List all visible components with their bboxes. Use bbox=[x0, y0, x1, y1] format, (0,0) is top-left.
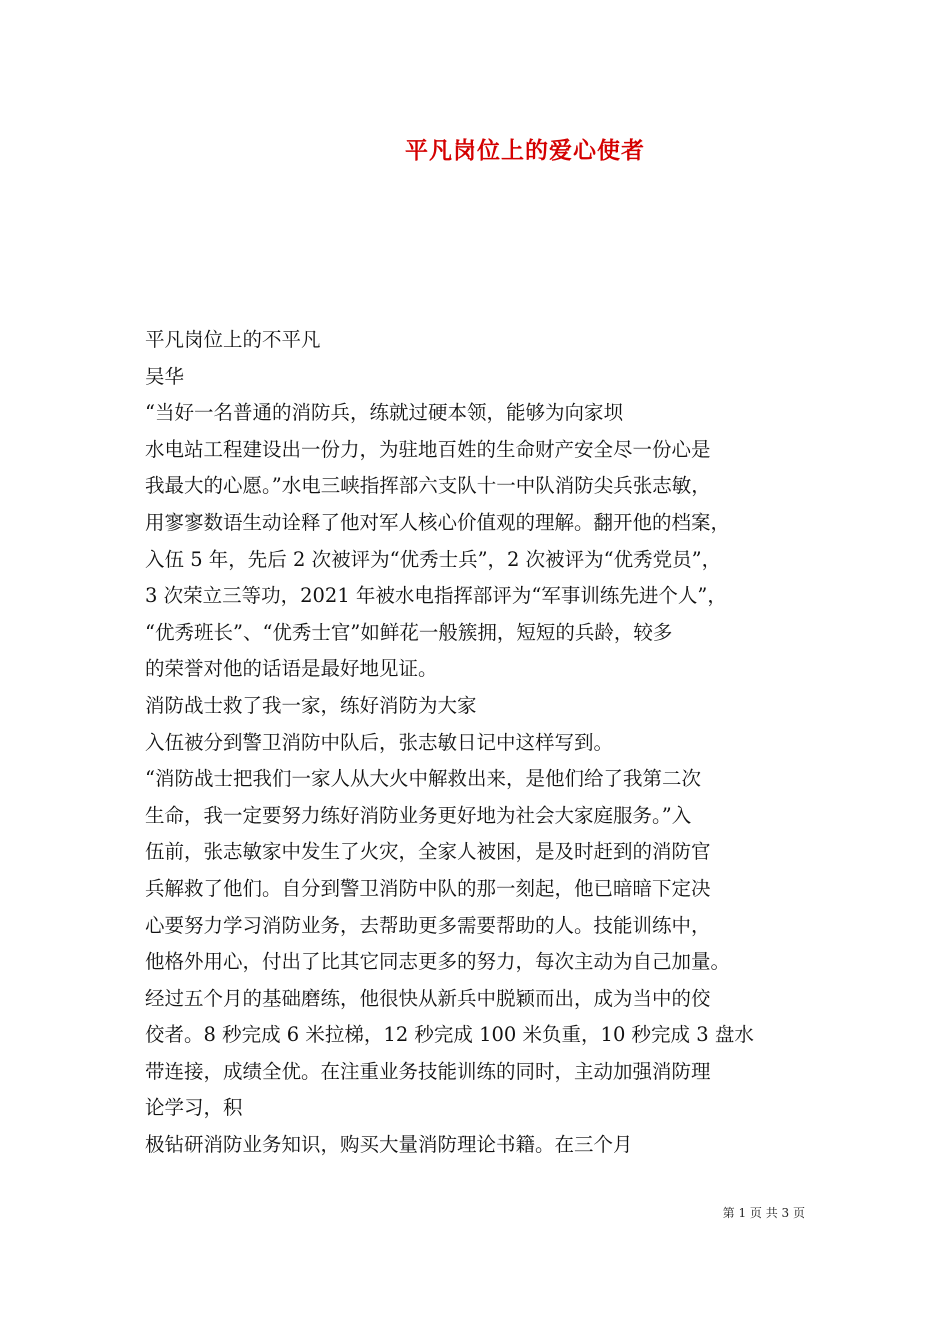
text-line: 我最大的心愿。”水电三峡指挥部六支队十一中队消防尖兵张志敏， bbox=[145, 474, 711, 498]
text-line: 伍前，张志敏家中发生了火灾，全家人被困，是及时赶到的消防官 bbox=[145, 840, 711, 864]
text-line: 极钻研消防业务知识，购买大量消防理论书籍。在三个月 bbox=[145, 1133, 633, 1157]
text-line: 3 次荣立三等功，2021 年被水电指挥部评为“军事训练先进个人”， bbox=[145, 584, 727, 608]
text-line: 佼者。8 秒完成 6 米拉梯，12 秒完成 100 米负重，10 秒完成 3 盘水 bbox=[145, 1023, 754, 1047]
text-line: 兵解救了他们。自分到警卫消防中队的那一刻起，他已暗暗下定决 bbox=[145, 876, 711, 900]
text-line: 消防战士救了我一家，练好消防为大家 bbox=[145, 693, 477, 717]
page-title: 平凡岗位上的爱心使者 bbox=[405, 137, 645, 164]
text-line: 入伍 5 年，先后 2 次被评为“优秀士兵”，2 次被评为“优秀党员”， bbox=[145, 547, 722, 571]
text-line: 吴华 bbox=[145, 364, 185, 388]
text-line: “消防战士把我们一家人从大火中解救出来，是他们给了我第二次 bbox=[145, 767, 701, 791]
text-line: 水电站工程建设出一份力，为驻地百姓的生命财产安全尽一份心是 bbox=[145, 437, 711, 461]
text-line: 经过五个月的基础磨练，他很快从新兵中脱颖而出，成为当中的佼 bbox=[145, 986, 711, 1010]
text-line: 论学习，积 bbox=[145, 1096, 243, 1120]
text-line: 他格外用心，付出了比其它同志更多的努力，每次主动为自己加量。 bbox=[145, 950, 731, 974]
document-body bbox=[145, 322, 810, 1164]
text-line: 入伍被分到警卫消防中队后，张志敏日记中这样写到。 bbox=[145, 730, 614, 754]
page-number-footer: 第 1 页 共 3 页 bbox=[722, 1206, 805, 1220]
text-line: “优秀班长”、“优秀士官”如鲜花一般簇拥，短短的兵龄，较多 bbox=[145, 620, 673, 644]
text-line: “当好一名普通的消防兵，练就过硬本领，能够为向家坝 bbox=[145, 401, 623, 425]
text-line: 的荣誉对他的话语是最好地见证。 bbox=[145, 657, 438, 681]
text-line: 心要努力学习消防业务，去帮助更多需要帮助的人。技能训练中， bbox=[145, 913, 711, 937]
text-line: 用寥寥数语生动诠释了他对军人核心价值观的理解。翻开他的档案， bbox=[145, 510, 731, 534]
text-line: 生命，我一定要努力练好消防业务更好地为社会大家庭服务。”入 bbox=[145, 803, 692, 827]
text-line: 平凡岗位上的不平凡 bbox=[145, 328, 321, 351]
text-line: 带连接，成绩全优。在注重业务技能训练的同时，主动加强消防理 bbox=[145, 1059, 711, 1083]
